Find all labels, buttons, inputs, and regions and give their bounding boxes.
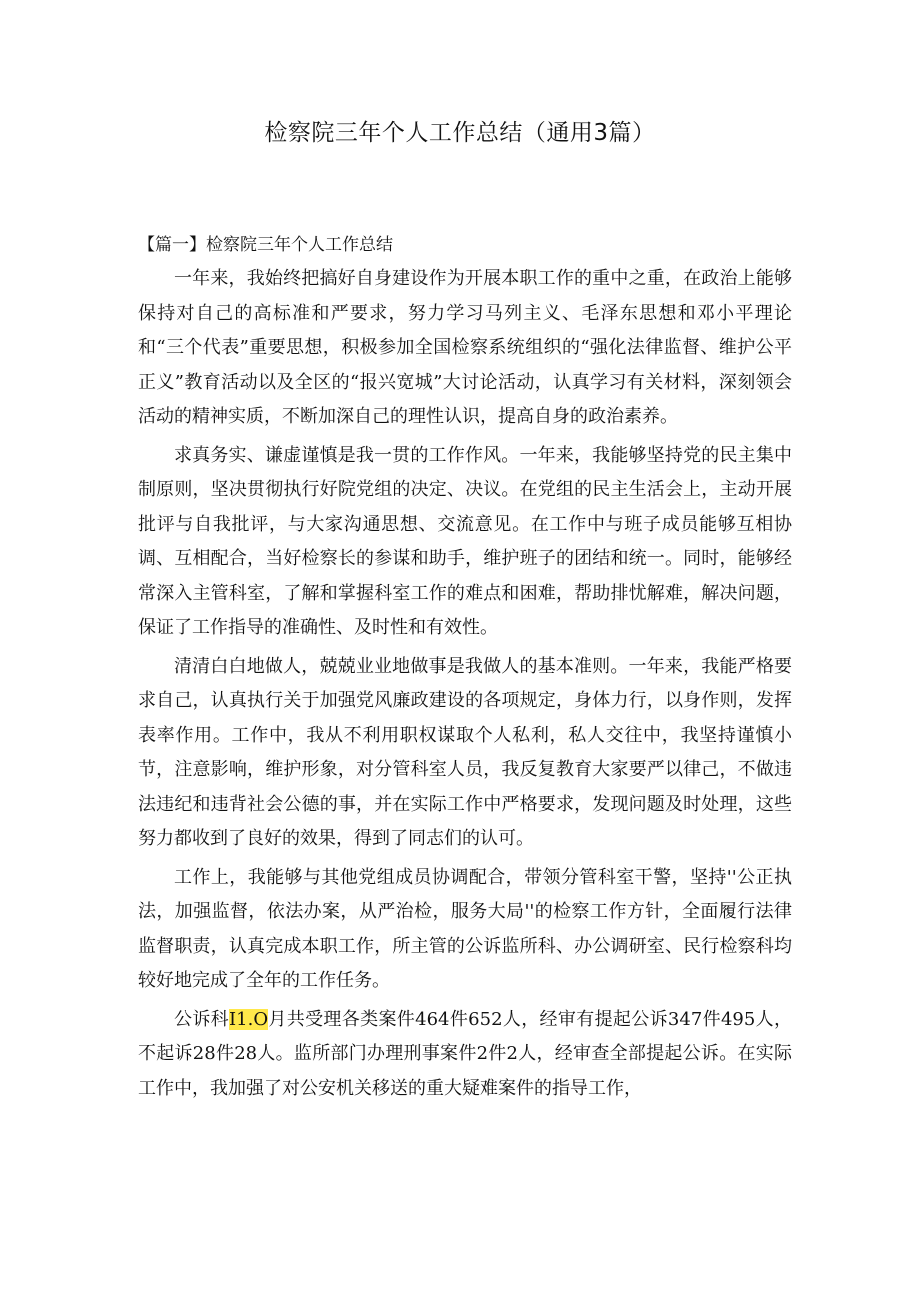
paragraph-5-lead: 公诉科 bbox=[174, 1008, 230, 1030]
paragraph-5 bbox=[138, 1003, 792, 1107]
paragraph-3: 清清白白地做人，兢兢业业地做事是我做人的基本准则。一年来，我能严格要求自己，认真执行关于加强党风廉政建设的各项规定，身体力行，以身作则，发挥表率作用。工作中，我从不利用职权谋取个人私利，私人交往中，我坚持谨慎小节，注意影响，维护形象，对分管科室人员，我反复教育大家要严以律己，不做违法违纪和违背社会公德的事，并在实际工作中严格要求，发现问题及时处理，这些努力都收到了良好的效果，得到了同志们的认可。 bbox=[138, 655, 792, 849]
document-body bbox=[138, 262, 792, 1110]
highlighted-text: I1.O bbox=[229, 1008, 269, 1030]
paragraph-1: 一年来，我始终把搞好自身建设作为开展本职工作的重中之重，在政治上能够保持对自己的高标准和严要求，努力学习马列主义、毛泽东思想和邓小平理论和“三个代表”重要思想，积极参加全国检察系统组织的“强化法律监督、维护公平正义”教育活动以及全区的“报兴宽城”大讨论活动，认真学习有关材料，深刻领会活动的精神实质，不断加深自己的理性认识，提高自身的政治素养。 bbox=[138, 268, 792, 427]
document-title: 检察院三年个人工作总结（通用3篇） bbox=[264, 120, 656, 146]
section-heading: 【篇一】检察院三年个人工作总结 bbox=[138, 235, 393, 255]
paragraph-2: 求真务实、谦虚谨慎是我一贯的工作作风。一年来，我能够坚持党的民主集中制原则，坚决贯彻执行好院党组的决定、决议。在党组的民主生活会上，主动开展批评与自我批评，与大家沟通思想、交流意见。在工作中与班子成员能够互相协调、互相配合，当好检察长的参谋和助手，维护班子的团结和统一。同时，能够经常深入主管科室，了解和掌握科室工作的难点和困难，帮助排忧解难，解决问题，保证了工作指导的准确性、及时性和有效性。 bbox=[138, 444, 792, 638]
paragraph-5-rest: 月共受理各类案件464件652人，经审有提起公诉347件495人，不起诉28件28人。监所部门办理刑事案件2件2人，经审查全部提起公诉。在实际工作中，我加强了对公安机关移送的重大疑难案件的指导工作， bbox=[138, 1008, 792, 1099]
paragraph-4: 工作上，我能够与其他党组成员协调配合，带领分管科室干警，坚持''公正执法，加强监督，依法办案，从严治检，服务大局''的检察工作方针，全面履行法律监督职责，认真完成本职工作，所主管的公诉监所科、办公调研室、民行检察科均较好地完成了全年的工作任务。 bbox=[138, 866, 792, 991]
